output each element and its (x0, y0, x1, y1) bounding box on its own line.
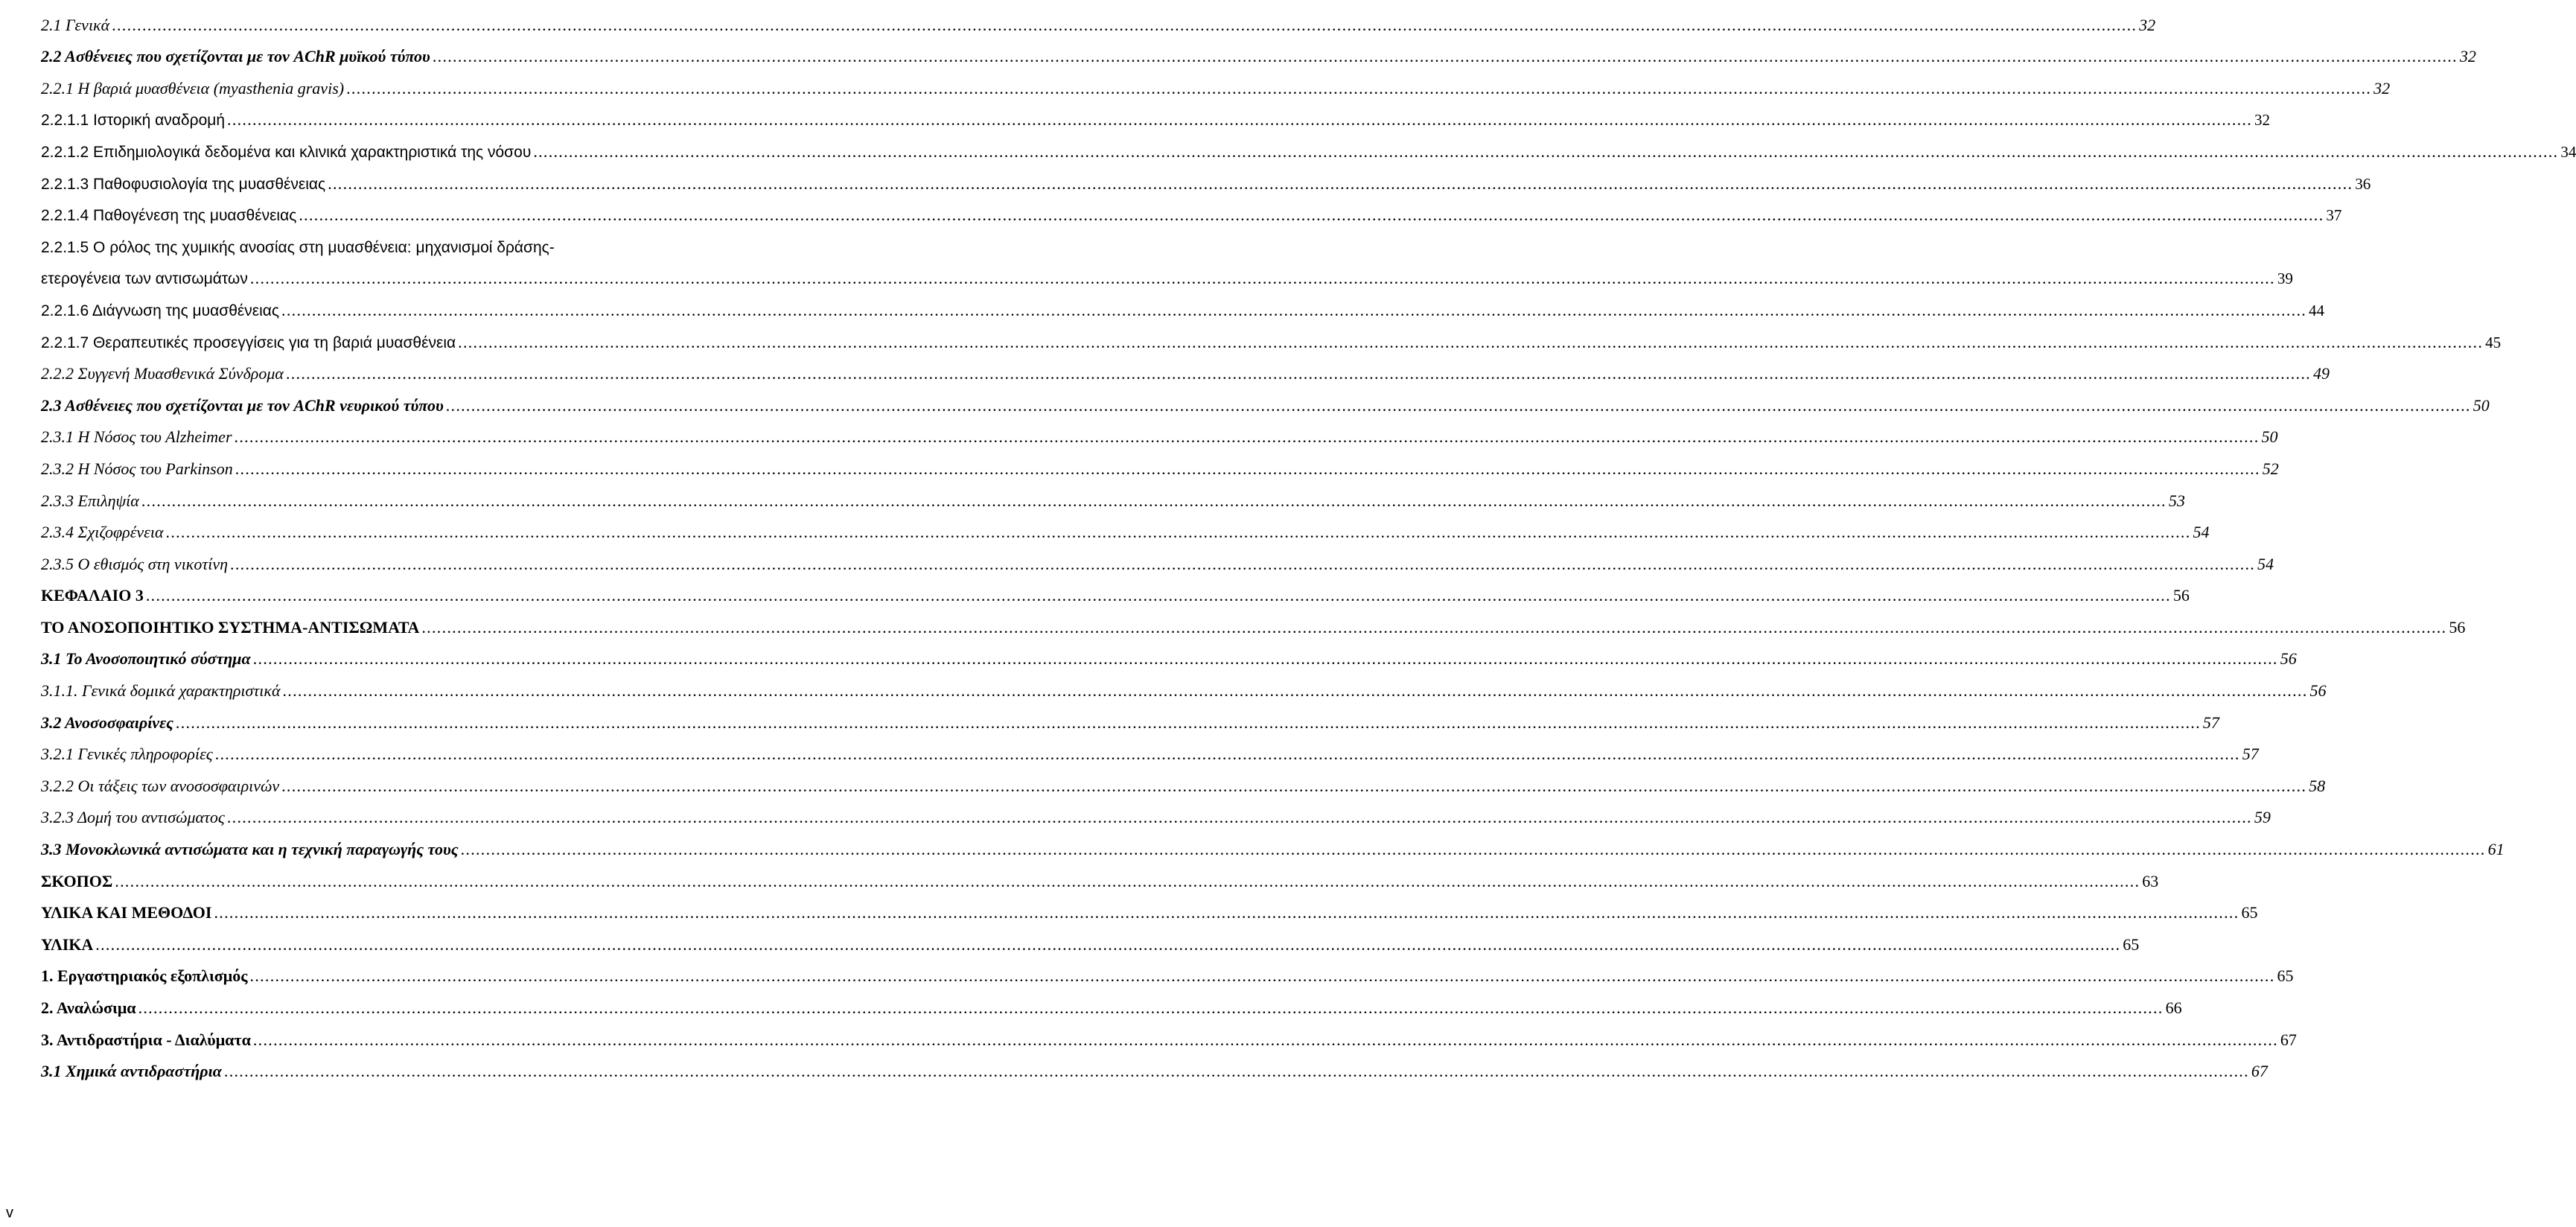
toc-entry-title: 3. Αντιδραστήρια - Διαλύματα (41, 1030, 251, 1049)
toc-entry-page: 56 (2309, 681, 2327, 701)
toc-entry-page: 65 (2277, 966, 2294, 986)
toc-entry-page: 67 (2251, 1062, 2268, 1081)
toc-entry-page: 56 (2172, 586, 2190, 605)
toc-entry[interactable] (41, 445, 2279, 478)
toc-dot-leader: ................................................................................................................................................................................................................................................................................................................................................................................................................ (252, 1030, 2278, 1049)
toc-entry-page: 32 (2139, 15, 2156, 34)
toc-dot-leader: ................................................................................................................................................................................................................................................................................................................................................................................................................ (299, 205, 2324, 225)
toc-entry-title: 2.3.3 Επιληψία (41, 491, 139, 510)
toc-entry[interactable] (41, 731, 2259, 764)
toc-dot-leader: ................................................................................................................................................................................................................................................................................................................................................................................................................ (458, 332, 2484, 351)
toc-entry-title: 2.2.1.6 Διάγνωση της μυασθένειας (41, 302, 280, 319)
toc-entry-page: 67 (2280, 1030, 2297, 1049)
toc-entry-page: 57 (2242, 745, 2259, 764)
toc-entry-page: 52 (2262, 459, 2279, 478)
toc-entry-page: 37 (2326, 206, 2342, 225)
toc-entry-title: ΣΚΟΠΟΣ (41, 871, 113, 890)
toc-entry[interactable] (41, 382, 2490, 415)
toc-entry[interactable] (41, 699, 2219, 732)
toc-dot-leader: ................................................................................................................................................................................................................................................................................................................................................................................................................ (175, 713, 2201, 732)
toc-dot-leader: ................................................................................................................................................................................................................................................................................................................................................................................................................ (460, 840, 2486, 859)
toc-entry-page: 63 (2142, 871, 2159, 890)
toc-entry-page: 45 (2485, 333, 2502, 351)
toc-entry-page: 49 (2312, 364, 2330, 383)
toc-dot-leader: ................................................................................................................................................................................................................................................................................................................................................................................................................ (249, 269, 2275, 288)
toc-dot-leader: ................................................................................................................................................................................................................................................................................................................................................................................................................ (346, 78, 2372, 98)
toc-entry[interactable] (41, 890, 2258, 922)
toc-entry[interactable] (41, 636, 2297, 669)
toc-entry[interactable] (41, 192, 2342, 225)
toc-entry-page: 65 (2123, 934, 2140, 954)
toc-entry-title: 2.2.1.1 Ιστορική αναδρομή (41, 112, 226, 130)
toc-entry[interactable] (41, 921, 2140, 954)
toc-entry[interactable] (41, 128, 2576, 161)
toc-dot-leader: ................................................................................................................................................................................................................................................................................................................................................................................................................ (141, 491, 2167, 510)
toc-entry-page: 56 (2280, 649, 2297, 669)
toc-entry-title: 2.1 Γενικά (41, 15, 110, 34)
toc-dot-leader: ................................................................................................................................................................................................................................................................................................................................................................................................................ (445, 395, 2471, 415)
toc-dot-leader: ................................................................................................................................................................................................................................................................................................................................................................................................................ (223, 1062, 2249, 1081)
toc-dot-leader: ................................................................................................................................................................................................................................................................................................................................................................................................................ (234, 427, 2260, 447)
toc-entry-title: 2.2.1.3 Παθοφυσιολογία της μυασθένειας (41, 175, 326, 193)
toc-entry-title: 3.3 Μονοκλωνικά αντισώματα και η τεχνική παραγωγής τους (41, 840, 459, 859)
toc-entry-page: 59 (2254, 808, 2271, 827)
toc-entry-page: 50 (2261, 427, 2278, 447)
toc-entry-title: 1. Εργαστηριακός εξοπλισμός (41, 966, 248, 986)
table-of-contents (41, 1, 2576, 1081)
toc-entry[interactable] (41, 414, 2278, 447)
toc-entry[interactable] (41, 984, 2182, 1017)
toc-entry-title: 3.1.1. Γενικά δομικά χαρακτηριστικά (41, 681, 281, 701)
toc-entry[interactable] (41, 667, 2327, 701)
toc-dot-leader: ................................................................................................................................................................................................................................................................................................................................................................................................................ (533, 141, 2559, 161)
toc-dot-leader: ................................................................................................................................................................................................................................................................................................................................................................................................................ (421, 617, 2447, 637)
toc-entry-title: 3.2.1 Γενικές πληροφορίες (41, 745, 213, 764)
toc-entry-page: 44 (2309, 301, 2325, 319)
toc-dot-leader: ................................................................................................................................................................................................................................................................................................................................................................................................................ (281, 300, 2307, 319)
toc-entry-title: 2.2.1.2 Επιδημιολογικά δεδομένα και κλινικά χαρακτηριστικά της νόσου (41, 143, 532, 161)
toc-dot-leader: ................................................................................................................................................................................................................................................................................................................................................................................................................ (214, 745, 2240, 764)
toc-entry-title: 3.1 Χημικά αντιδραστήρια (41, 1062, 222, 1081)
toc-entry-title: 2.3.1 Η Νόσος του Alzheimer (41, 427, 232, 447)
toc-entry[interactable] (41, 573, 2190, 605)
toc-entry-title: ΚΕΦΑΛΑΙΟ 3 (41, 586, 144, 605)
toc-entry-page: 54 (2257, 554, 2274, 573)
toc-entry-title: ΤΟ ΑΝΟΣΟΠΟΙΗΤΙΚΟ ΣΥΣΤΗΜΑ-ΑΝΤΙΣΩΜΑΤΑ (41, 617, 420, 637)
toc-entry[interactable] (41, 65, 2391, 98)
toc-dot-leader: ................................................................................................................................................................................................................................................................................................................................................................................................................ (230, 554, 2256, 573)
toc-dot-leader: ................................................................................................................................................................................................................................................................................................................................................................................................................ (145, 586, 2171, 605)
toc-dot-leader: ................................................................................................................................................................................................................................................................................................................................................................................................................ (282, 681, 2308, 701)
toc-entry-page: 50 (2473, 395, 2490, 415)
toc-entry-title: ετερογένεια των αντισωμάτων (41, 270, 248, 288)
toc-dot-leader: ................................................................................................................................................................................................................................................................................................................................................................................................................ (235, 459, 2260, 478)
toc-dot-leader: ................................................................................................................................................................................................................................................................................................................................................................................................................ (214, 903, 2239, 922)
toc-entry[interactable] (41, 858, 2159, 890)
toc-entry[interactable] (41, 287, 2325, 319)
toc-entry-title: 2.3 Ασθένειες που σχετίζονται με τον AChR νευρικού τύπου (41, 395, 444, 415)
toc-dot-leader: ................................................................................................................................................................................................................................................................................................................................................................................................................ (252, 649, 2278, 669)
toc-dot-leader: ................................................................................................................................................................................................................................................................................................................................................................................................................ (432, 47, 2458, 66)
toc-entry-page: 53 (2168, 491, 2185, 510)
toc-entry-page: 54 (2193, 523, 2210, 542)
toc-entry[interactable] (41, 223, 678, 255)
toc-entry[interactable] (41, 1048, 2268, 1081)
toc-dot-leader: ................................................................................................................................................................................................................................................................................................................................................................................................................ (115, 871, 2140, 890)
toc-entry-title: 2.2.2 Συγγενή Μυασθενικά Σύνδρομα (41, 364, 284, 383)
toc-entry-title: ΥΛΙΚΑ ΚΑΙ ΜΕΘΟΔΟΙ (41, 903, 212, 922)
toc-entry[interactable] (41, 97, 2271, 130)
toc-entry[interactable] (41, 953, 2294, 986)
toc-entry-page: 36 (2355, 174, 2371, 193)
toc-entry-page: 32 (2459, 47, 2476, 66)
toc-entry-page: 61 (2487, 840, 2505, 859)
toc-dot-leader: ................................................................................................................................................................................................................................................................................................................................................................................................................ (138, 998, 2164, 1017)
toc-entry[interactable] (41, 34, 2476, 66)
toc-entry-title: 2.3.4 Σχιζοφρένεια (41, 523, 164, 542)
toc-entry-page: 56 (2449, 617, 2466, 637)
toc-entry-page: 66 (2165, 998, 2182, 1017)
toc-dot-leader: ................................................................................................................................................................................................................................................................................................................................................................................................................ (226, 808, 2252, 827)
toc-entry[interactable] (41, 1, 2156, 34)
toc-entry-title: 3.1 Το Ανοσοποιητικό σύστημα (41, 649, 251, 669)
toc-entry-title: 3.2.2 Οι τάξεις των ανοσοσφαιρινών (41, 776, 280, 795)
toc-dot-leader: ................................................................................................................................................................................................................................................................................................................................................................................................................ (249, 966, 2275, 986)
toc-entry-title: 3.2 Ανοσοσφαιρίνες (41, 713, 173, 732)
toc-entry-page: 39 (2277, 270, 2293, 288)
toc-entry[interactable] (41, 351, 2330, 383)
toc-entry-page: 58 (2309, 776, 2326, 795)
toc-entry[interactable] (41, 541, 2274, 573)
toc-entry-title: 2.2 Ασθένειες που σχετίζονται με τον AChR μυϊκού τύπου (41, 47, 430, 66)
toc-dot-leader: ................................................................................................................................................................................................................................................................................................................................................................................................................ (281, 776, 2307, 795)
toc-entry-title: 2.3.5 Ο εθισμός στη νικοτίνη (41, 554, 229, 573)
toc-entry[interactable] (41, 160, 2371, 193)
toc-entry-title: 3.2.3 Δομή του αντισώματος (41, 808, 225, 827)
toc-dot-leader: ................................................................................................................................................................................................................................................................................................................................................................................................................ (95, 934, 2121, 954)
toc-entry[interactable] (41, 826, 2505, 859)
toc-entry-title: ΥΛΙΚΑ (41, 934, 94, 954)
toc-entry[interactable] (41, 604, 2466, 637)
toc-dot-leader: ................................................................................................................................................................................................................................................................................................................................................................................................................ (328, 173, 2353, 193)
toc-entry-page: 65 (2241, 903, 2258, 922)
toc-entry-title: 2. Αναλώσιμα (41, 998, 136, 1017)
toc-entry-page: 32 (2373, 78, 2391, 98)
toc-entry[interactable] (41, 1016, 2297, 1049)
toc-entry-page: 32 (2254, 111, 2271, 130)
toc-entry-page: 34 (2560, 142, 2576, 161)
page-number-footer: v (6, 1205, 13, 1221)
toc-entry-title: 2.3.2 Η Νόσος του Parkinson (41, 459, 233, 478)
toc-entry[interactable] (41, 509, 2210, 542)
toc-dot-leader: ................................................................................................................................................................................................................................................................................................................................................................................................................ (285, 364, 2311, 383)
toc-entry-title: 2.2.1 Η βαριά μυασθένεια (myasthenia gravis) (41, 78, 345, 98)
toc-dot-leader: ................................................................................................................................................................................................................................................................................................................................................................................................................ (227, 110, 2253, 130)
toc-entry[interactable] (41, 794, 2271, 827)
toc-entry-title: 2.2.1.4 Παθογένεση της μυασθένειας (41, 207, 297, 225)
toc-entry[interactable] (41, 762, 2326, 795)
toc-entry-title: 2.2.1.5 Ο ρόλος της χυμικής ανοσίας στη μυασθένεια: μηχανισμοί δράσης- (41, 238, 555, 256)
toc-entry-page: 57 (2202, 713, 2219, 732)
toc-entry[interactable] (41, 255, 2293, 288)
toc-entry[interactable] (41, 477, 2185, 510)
toc-entry-title: 2.2.1.7 Θεραπευτικές προσεγγίσεις για τη βαριά μυασθένεια (41, 334, 456, 351)
toc-entry[interactable] (41, 319, 2502, 351)
toc-dot-leader: ................................................................................................................................................................................................................................................................................................................................................................................................................ (112, 15, 2137, 34)
toc-dot-leader: ................................................................................................................................................................................................................................................................................................................................................................................................................ (165, 523, 2191, 542)
